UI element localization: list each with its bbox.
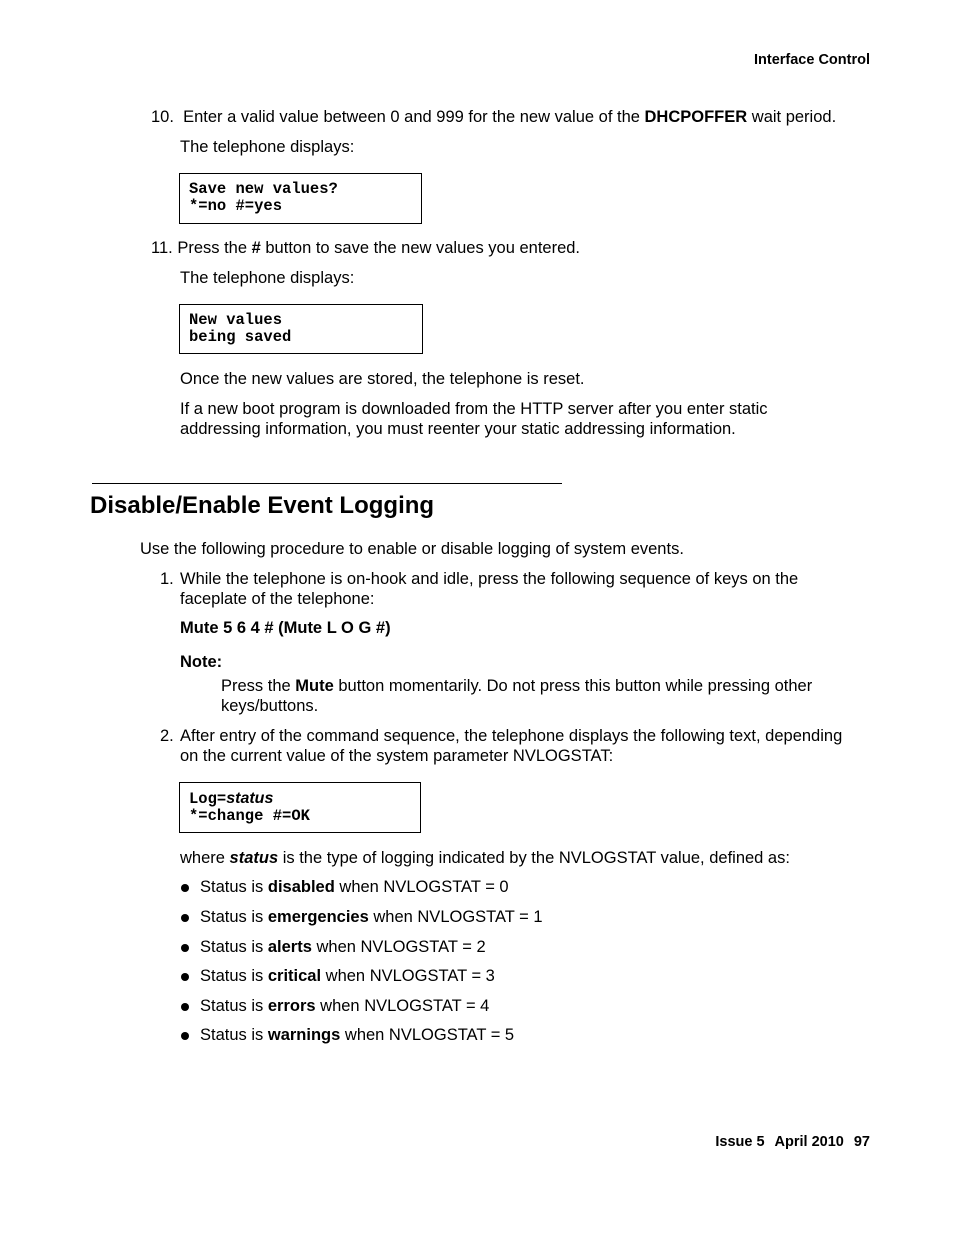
where-text-end: is the type of logging indicated by the NVLOGSTAT value, defined as: <box>278 849 790 867</box>
list-item-text: Status is errors when NVLOGSTAT = 4 <box>200 997 490 1015</box>
display-line-1: New values <box>189 311 283 329</box>
list-item-text: Status is warnings when NVLOGSTAT = 5 <box>200 1026 515 1044</box>
step-1-line-2: faceplate of the telephone: <box>180 590 375 608</box>
bullet-icon <box>181 973 189 981</box>
reset-note: Once the new values are stored, the telephone is reset. <box>180 370 585 388</box>
section-title: Disable/Enable Event Logging <box>90 492 435 519</box>
telephone-display <box>179 173 422 224</box>
http-note-line-2: addressing information, you must reenter your static addressing information. <box>180 420 736 438</box>
running-header: Interface Control <box>753 52 870 68</box>
page-footer <box>715 1134 870 1150</box>
telephone-display <box>179 782 421 833</box>
step-2-line-1: After entry of the command sequence, the telephone displays the following text, depending <box>180 727 843 745</box>
http-note-line-1: If a new boot program is downloaded from the HTTP server after you enter static <box>180 400 768 418</box>
status-var: status <box>229 849 279 867</box>
step-text: Press the <box>177 239 252 257</box>
key-sequence: Mute 5 6 4 # (Mute L O G #) <box>180 619 391 637</box>
hash-key: # <box>251 239 261 257</box>
bullet-icon <box>181 1003 189 1011</box>
display-line-2: being saved <box>189 328 292 346</box>
step-number: 11. <box>151 239 173 257</box>
bullet-icon <box>181 884 189 892</box>
step-11 <box>151 239 580 258</box>
displays-label: The telephone displays: <box>180 269 355 287</box>
step-1-line-1: While the telephone is on-hook and idle, press the following sequence of keys on the <box>180 570 799 588</box>
section-rule <box>92 483 562 484</box>
step-2-number: 2. <box>160 727 174 745</box>
display-line-2: *=change #=OK <box>189 807 310 825</box>
section-intro: Use the following procedure to enable or disable logging of system events. <box>140 540 684 558</box>
bullet-icon <box>181 1032 189 1040</box>
note-label: Note: <box>180 653 223 671</box>
where-text: where <box>180 849 230 867</box>
issue-date: April 2010 <box>774 1134 844 1150</box>
list-item-text: Status is critical when NVLOGSTAT = 3 <box>200 967 495 985</box>
step-1-number: 1. <box>160 570 174 588</box>
display-prefix: Log= <box>189 790 227 808</box>
telephone-display <box>179 304 423 354</box>
status-definition <box>180 849 790 868</box>
mute-key: Mute <box>295 677 334 695</box>
bullet-icon <box>181 944 189 952</box>
issue-label: Issue 5 <box>715 1134 765 1150</box>
displays-label: The telephone displays: <box>180 138 355 156</box>
note-text-end: button momentarily. Do not press this button while pressing other <box>333 677 813 695</box>
display-status-var: status <box>226 790 274 807</box>
step-text-end: button to save the new values you entered. <box>260 239 581 257</box>
page-number: 97 <box>853 1134 870 1150</box>
param-name: DHCPOFFER <box>644 108 748 126</box>
step-text-end: wait period. <box>747 108 837 126</box>
list-item-text: Status is disabled when NVLOGSTAT = 0 <box>200 878 509 896</box>
display-line-2: *=no #=yes <box>189 197 283 215</box>
step-10 <box>151 108 836 127</box>
display-line-1: Save new values? <box>189 180 338 198</box>
note-line-1 <box>221 677 812 696</box>
note-text: Press the <box>221 677 296 695</box>
step-2-line-2: on the current value of the system parameter NVLOGSTAT: <box>180 747 614 765</box>
bullet-icon <box>181 914 189 922</box>
step-text: Enter a valid value between 0 and 999 for the new value of the <box>183 108 645 126</box>
list-item-text: Status is emergencies when NVLOGSTAT = 1 <box>200 908 543 926</box>
step-number: 10. <box>151 108 174 126</box>
list-item-text: Status is alerts when NVLOGSTAT = 2 <box>200 938 486 956</box>
note-line-2: keys/buttons. <box>221 697 319 715</box>
display-line-1 <box>189 790 411 808</box>
